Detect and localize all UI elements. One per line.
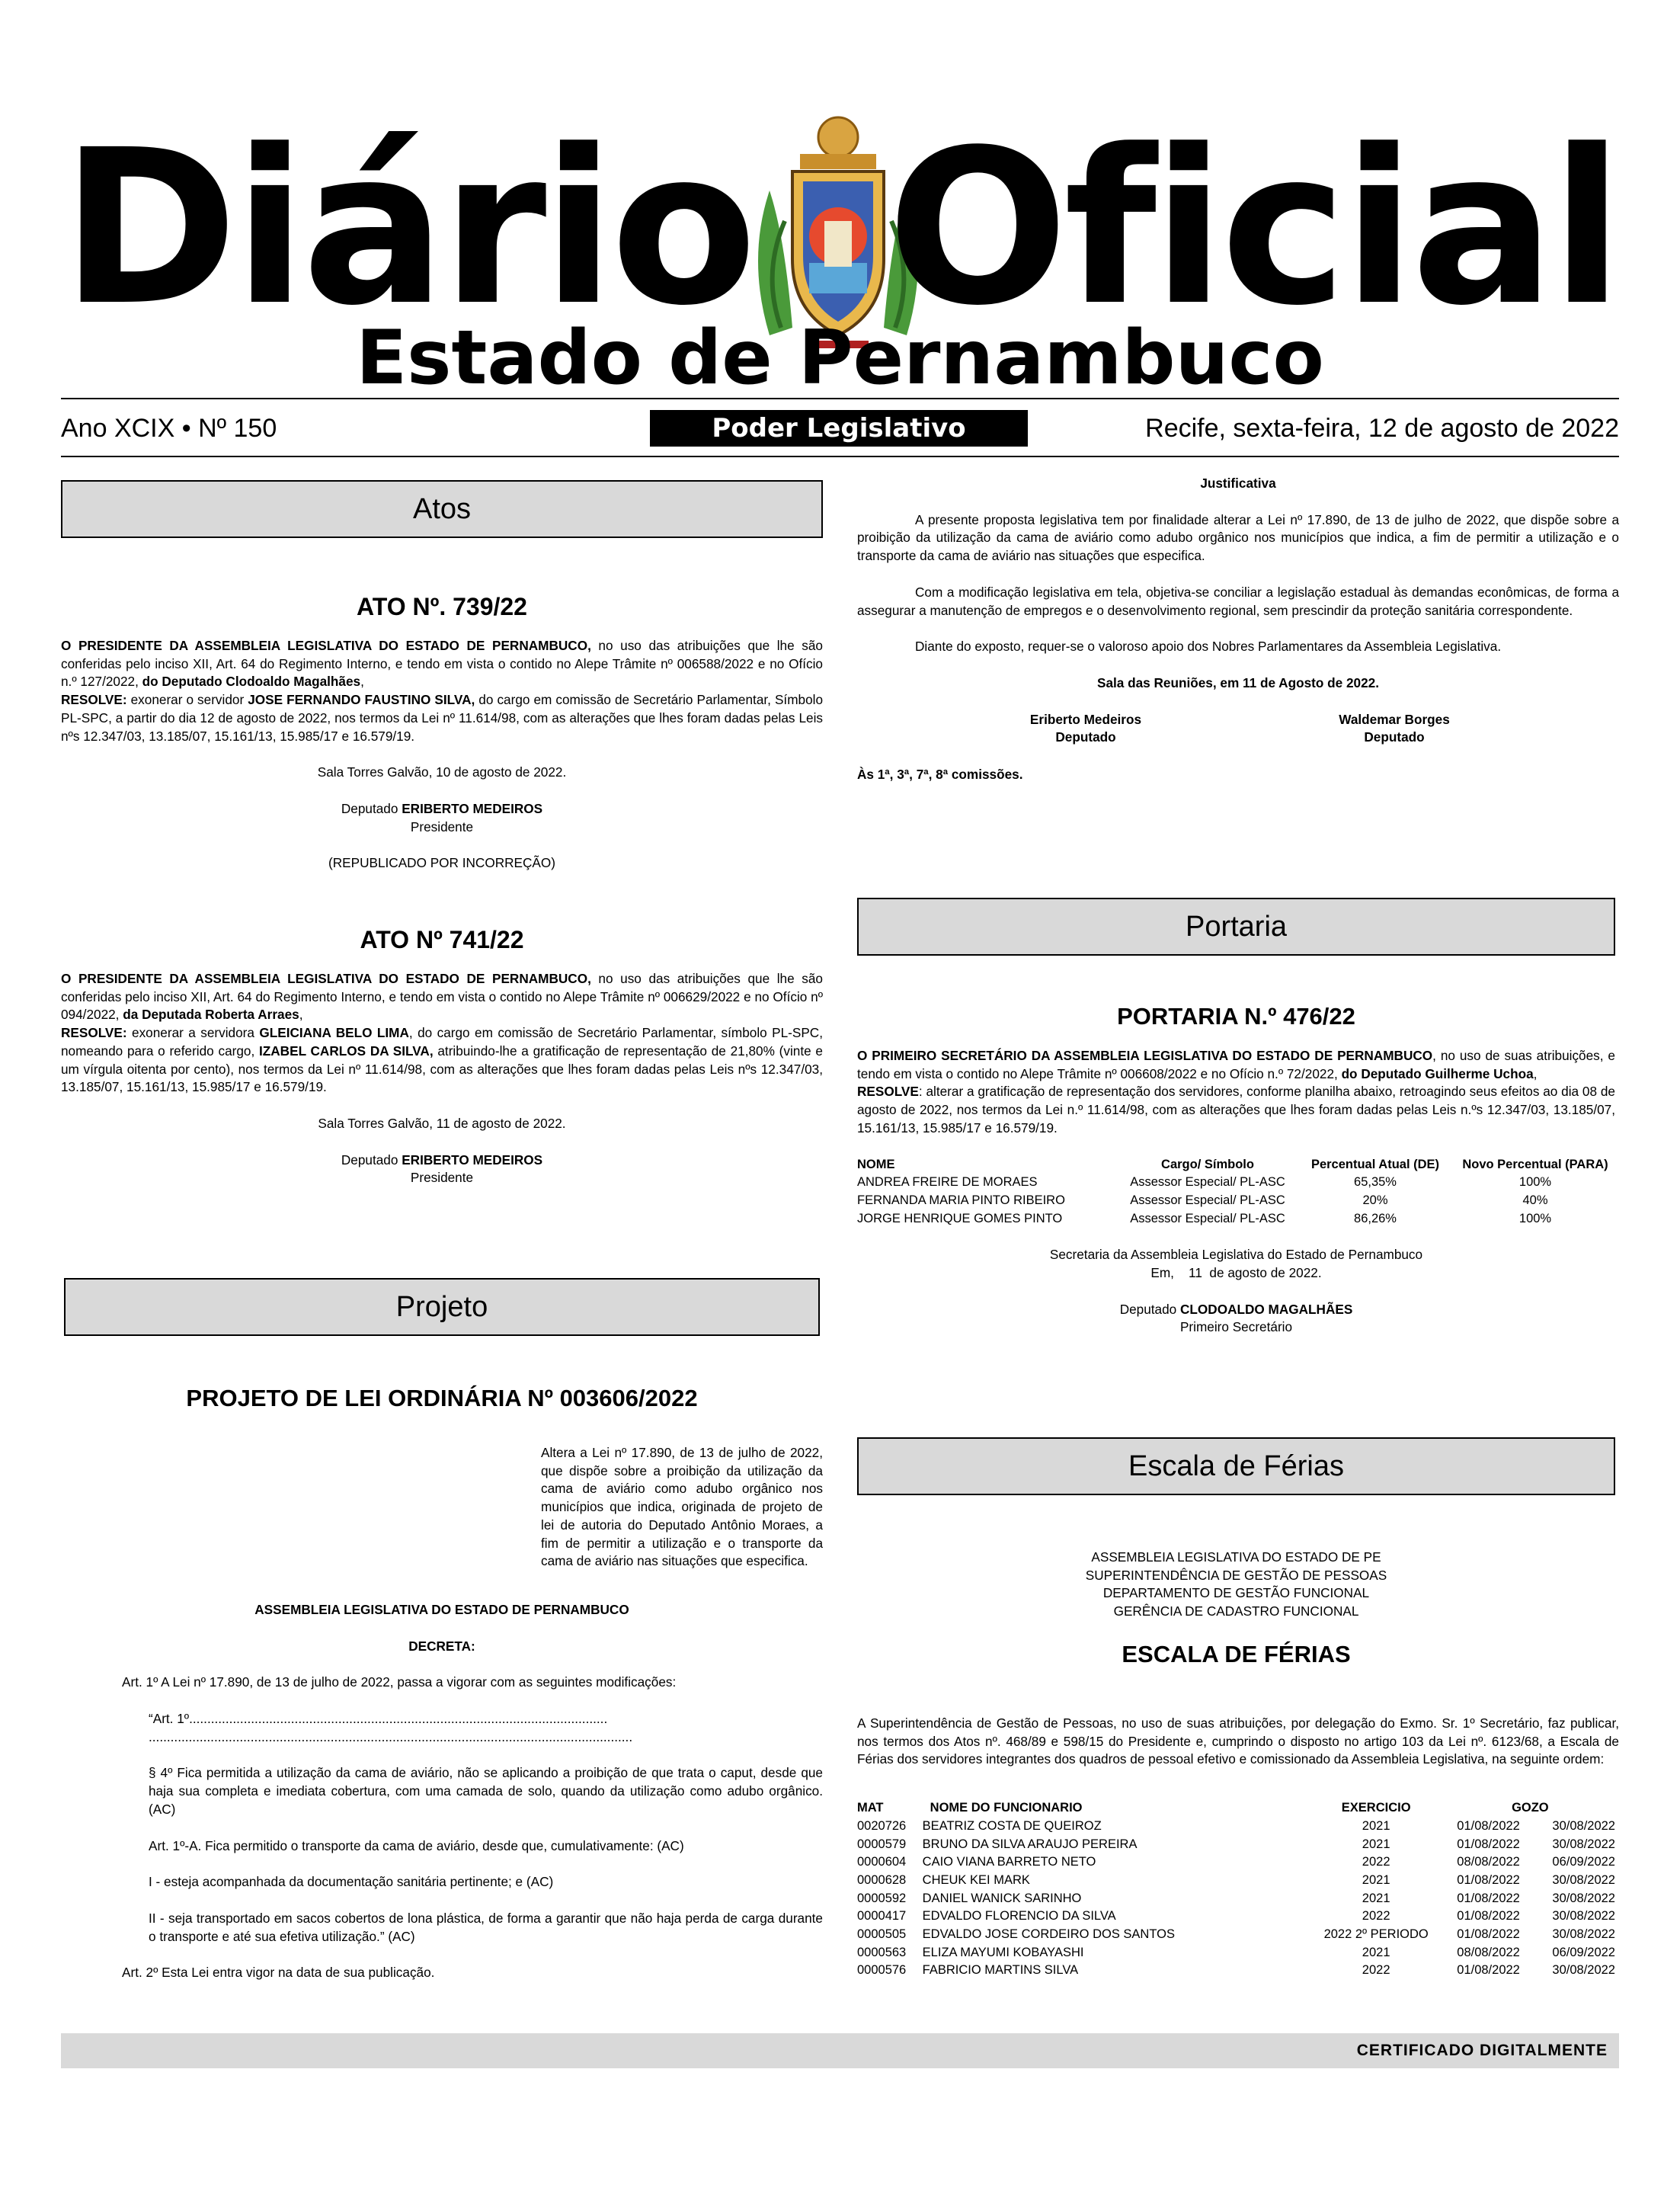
ato-739-note: (REPUBLICADO POR INCORREÇÃO) — [328, 855, 555, 871]
ferias-org-line-3: DEPARTAMENTO DE GESTÃO FUNCIONAL — [1102, 1585, 1370, 1601]
projeto-art2: Art. 2º Esta Lei entra vigor na data de sua publicação. — [122, 1965, 435, 1981]
cell-gozo-start: 01/08/2022 — [1457, 1909, 1520, 1924]
cell-name: EDVALDO JOSE CORDEIRO DOS SANTOS — [922, 1927, 1175, 1942]
cell-name: DANIEL WANICK SARINHO — [922, 1891, 1082, 1905]
cell-cargo: Assessor Especial/ PL-ASC — [1130, 1193, 1285, 1207]
cell-gozo-start: 01/08/2022 — [1457, 1818, 1520, 1833]
cell-exercicio: 2021 — [1362, 1872, 1390, 1887]
cell-cargo: Assessor Especial/ PL-ASC — [1130, 1211, 1285, 1225]
projeto-assembly: ASSEMBLEIA LEGISLATIVA DO ESTADO DE PERNAMBUCO — [254, 1601, 629, 1617]
portaria-table — [857, 1156, 1619, 1228]
cell-gozo-start: 01/08/2022 — [1457, 1927, 1520, 1942]
cell-gozo-start: 01/08/2022 — [1457, 1872, 1520, 1887]
projeto-ementa: Altera a Lei nº 17.890, de 13 de julho de 2022, que dispõe sobre a proibição da utilização da cama de aviário como adubo orgânico nos municípios que indica, originada de projeto de lei de autoria do Deputado Antônio Moraes, a fim de permitir a utilização e o transporte da cama de aviário nas situações que especifica. — [541, 1445, 823, 1569]
section-header-projeto: Projeto — [64, 1278, 820, 1336]
signature-block-2 — [1280, 711, 1509, 747]
ferias-section — [857, 1437, 1615, 1700]
justificativa-title: Justificativa — [1200, 476, 1276, 491]
ferias-body — [857, 1715, 1619, 1980]
ato-741-signature: Deputado ERIBERTO MEDEIROS — [341, 1152, 543, 1168]
signer-2-role: Deputado — [1364, 729, 1425, 745]
cell-gozo-start: 08/08/2022 — [1457, 1855, 1520, 1869]
cell-gozo-end: 06/09/2022 — [1552, 1945, 1615, 1959]
portaria-signer-role: Primeiro Secretário — [1179, 1319, 1293, 1335]
ferias-org-line-1: ASSEMBLEIA LEGISLATIVA DO ESTADO DE PE — [1091, 1549, 1381, 1565]
cell-name: BEATRIZ COSTA DE QUEIROZ — [922, 1818, 1102, 1833]
cell-mat: 0000628 — [857, 1872, 907, 1887]
table-row — [857, 1174, 1619, 1192]
projeto-title: PROJETO DE LEI ORDINÁRIA Nº 003606/2022 — [186, 1385, 698, 1411]
cell-mat: 0000417 — [857, 1909, 907, 1924]
cell-exercicio: 2022 — [1362, 1909, 1390, 1924]
cell-mat: 0020726 — [857, 1818, 907, 1833]
ato-739-preamble: O PRESIDENTE DA ASSEMBLEIA LEGISLATIVA DO ESTADO DE PERNAMBUCO, no uso das atribuições que lhe são conferidas pelo inciso XII, Art. 64 do Regimento Interno, e tendo em vista o contido no Alepe Trâmite nº 006588/2022 e no Ofício n.º 127/2022, do Deputado Clodoaldo Magalhães, — [61, 638, 823, 690]
table-row — [857, 1926, 1615, 1944]
projeto-quote-art1: “Art. 1º................................................................................................................... — [149, 1711, 608, 1727]
col-header-gozo: GOZO — [1512, 1801, 1549, 1815]
publication-date: Recife, sexta-feira, 12 de agosto de 2022 — [1145, 414, 1619, 443]
ferias-org-line-4: GERÊNCIA DE CADASTRO FUNCIONAL — [1113, 1603, 1359, 1619]
table-row — [857, 1908, 1615, 1926]
cell-gozo-end: 30/08/2022 — [1552, 1891, 1615, 1905]
cell-gozo-start: 01/08/2022 — [1457, 1837, 1520, 1851]
justificativa-commissions: Às 1ª, 3ª, 7ª, 8ª comissões. — [857, 766, 1023, 782]
justificativa-signatures — [857, 711, 1619, 748]
cell-name: CAIO VIANA BARRETO NETO — [922, 1855, 1096, 1869]
projeto-art1a: Art. 1º-A. Fica permitido o transporte da cama de aviário, desde que, cumulativamente: (AC) — [149, 1837, 684, 1853]
cell-gozo-end: 30/08/2022 — [1552, 1927, 1615, 1942]
projeto-decreta: DECRETA: — [408, 1638, 475, 1654]
col-header-exercicio: EXERCICIO — [1341, 1801, 1411, 1815]
digital-certification: CERTIFICADO DIGITALMENTE — [1356, 2042, 1608, 2059]
portaria-title: PORTARIA N.º 476/22 — [1117, 1003, 1355, 1030]
cell-gozo-start: 01/08/2022 — [1457, 1963, 1520, 1978]
portaria-signature: Deputado CLODOALDO MAGALHÃES — [1119, 1301, 1353, 1317]
projeto-paragraph-4: § 4º Fica permitida a utilização da cama de aviário, não se aplicando a proibição de que trata o caput, desde que haja sua completa e imediata cobertura, com uma camada de solo, quando da utilização como adubo orgânico. (AC) — [149, 1765, 823, 1817]
cell-name: JORGE HENRIQUE GOMES PINTO — [857, 1211, 1063, 1225]
table-row — [857, 1836, 1615, 1854]
cell-atual: 65,35% — [1354, 1175, 1397, 1190]
ferias-title: ESCALA DE FÉRIAS — [1122, 1640, 1351, 1667]
cell-mat: 0000604 — [857, 1855, 907, 1869]
cell-name: FABRICIO MARTINS SILVA — [922, 1963, 1079, 1978]
table-row — [857, 1962, 1615, 1980]
cell-exercicio: 2021 — [1362, 1945, 1390, 1959]
col-header-cargo: Cargo/ Símbolo — [1161, 1157, 1254, 1171]
table-row — [857, 1872, 1615, 1890]
cell-gozo-end: 30/08/2022 — [1552, 1963, 1615, 1978]
projeto-quote-dots: ..................................................................................................................................... — [149, 1728, 633, 1744]
col-header-name: NOME DO FUNCIONARIO — [930, 1801, 1083, 1815]
projeto-inciso-2: II - seja transportado em sacos cobertos de lona plástica, de forma a garantir que não haja perda de carga durante o transporte e até sua efetiva utilização.” (AC) — [149, 1910, 823, 1944]
section-header-atos: Atos — [61, 480, 823, 538]
ferias-table — [857, 1799, 1615, 1980]
power-badge: Poder Legislativo — [650, 410, 1028, 447]
ato-739-signer-role: Presidente — [410, 818, 474, 834]
portaria-section — [857, 898, 1615, 1337]
cell-name: ELIZA MAYUMI KOBAYASHI — [922, 1945, 1084, 1959]
signature-block-1 — [971, 711, 1200, 747]
justificativa-section — [857, 475, 1619, 783]
portaria-date: Em, 11 de agosto de 2022. — [1150, 1265, 1322, 1281]
ato-739-signature: Deputado ERIBERTO MEDEIROS — [341, 800, 543, 816]
footer-bar — [61, 2033, 1619, 2068]
justificativa-place: Sala das Reuniões, em 11 de Agosto de 2022. — [1096, 674, 1379, 690]
cell-name: FERNANDA MARIA PINTO RIBEIRO — [857, 1193, 1065, 1207]
ato-739-resolve: RESOLVE: exonerar o servidor JOSE FERNANDO FAUSTINO SILVA, do cargo em comissão de Secretário Parlamentar, Símbolo PL-SPC, a partir do dia 12 de agosto de 2022, nos termos da Lei nº 11.614/98, com as alterações que lhes foram dadas pelas Leis nºs 12.347/03, 13.185/07, 15.161/13, 15.985/17 e 16.579/19. — [61, 692, 824, 744]
cell-cargo: Assessor Especial/ PL-ASC — [1130, 1175, 1285, 1190]
cell-gozo-end: 06/09/2022 — [1552, 1855, 1615, 1869]
cell-mat: 0000563 — [857, 1945, 907, 1959]
masthead-subtitle: Estado de Pernambuco — [356, 315, 1324, 402]
ato-741-preamble: O PRESIDENTE DA ASSEMBLEIA LEGISLATIVA DO ESTADO DE PERNAMBUCO, no uso das atribuições que lhe são conferidas pelo inciso XII, Art. 64 do Regimento Interno, e tendo em vista o contido no Alepe Trâmite nº 006629/2022 e no Ofício nº 094/2022, da Deputada Roberta Arraes, — [61, 971, 823, 1023]
cell-gozo-start: 01/08/2022 — [1457, 1891, 1520, 1905]
cell-mat: 0000592 — [857, 1891, 907, 1905]
masthead-title-left: Diário — [61, 104, 753, 353]
ato-741-title: ATO Nº 741/22 — [360, 926, 524, 954]
portaria-preamble: O PRIMEIRO SECRETÁRIO DA ASSEMBLEIA LEGISLATIVA DO ESTADO DE PERNAMBUCO, no uso de suas atribuições, e tendo em vista o contido no Alepe Trâmite nº 006608/2022 e no Ofício n.º 72/2022, do Deputado Guilherme Uchoa, — [857, 1048, 1615, 1081]
cell-novo: 100% — [1518, 1211, 1552, 1225]
cell-mat: 0000505 — [857, 1927, 907, 1942]
cell-exercicio: 2022 — [1362, 1963, 1390, 1978]
cell-exercicio: 2021 — [1362, 1818, 1390, 1833]
ato-741-place: Sala Torres Galvão, 11 de agosto de 2022. — [318, 1115, 566, 1131]
table-row — [857, 1210, 1619, 1228]
masthead-top-rule — [61, 398, 1619, 399]
col-header-atual: Percentual Atual (DE) — [1310, 1157, 1440, 1171]
cell-name: ANDREA FREIRE DE MORAES — [857, 1175, 1038, 1190]
signer-2-name: Waldemar Borges — [1339, 711, 1450, 727]
cell-name: BRUNO DA SILVA ARAUJO PEREIRA — [922, 1837, 1138, 1851]
col-header-name: NOME — [857, 1157, 895, 1171]
table-row — [857, 1853, 1615, 1872]
signer-1-role: Deputado — [1055, 729, 1116, 745]
cell-novo: 100% — [1518, 1175, 1552, 1190]
col-header-mat: MAT — [857, 1801, 884, 1815]
cell-gozo-start: 08/08/2022 — [1457, 1945, 1520, 1959]
ato-739-place: Sala Torres Galvão, 10 de agosto de 2022. — [317, 764, 567, 780]
ato-739-title: ATO Nº. 739/22 — [357, 593, 527, 620]
projeto-section — [64, 1278, 820, 1336]
table-row — [857, 1192, 1619, 1210]
cell-gozo-end: 30/08/2022 — [1552, 1909, 1615, 1924]
ferias-intro: A Superintendência de Gestão de Pessoas, no uso de suas atribuições, por delegação do Exmo. Sr. 1º Secretário, faz publicar, nos termos dos Atos nº. 468/89 e 598/15 do Presidente e, cumprindo o disposto no artigo 103 da Lei nº. 6123/68, a Escala de Férias dos servidores integrantes dos quadros de pessoal efetivo e comissionado da Assembleia Legislativa, na seguinte ordem: — [857, 1715, 1619, 1767]
cell-gozo-end: 30/08/2022 — [1552, 1837, 1615, 1851]
signer-1-name: Eriberto Medeiros — [1029, 711, 1142, 727]
col-header-novo: Novo Percentual (PARA) — [1462, 1157, 1608, 1171]
table-header-row — [857, 1156, 1619, 1174]
cell-exercicio: 2021 — [1362, 1891, 1390, 1905]
ato-741-resolve: RESOLVE: exonerar a servidora GLEICIANA BELO LIMA, do cargo em comissão de Secretário Parlamentar, símbolo PL-SPC, nomeando para o referido cargo, IZABEL CARLOS DA SILVA, atribuindo-lhe a gratificação de representação de 21,80% (vinte e um vírgula oitenta por cento), nos termos da Lei nº 11.614/98, com as alterações que lhes foram dadas pelas Leis nºs 12.347/03, 13.185/07, 15.161/13, 15.985/17 e 16.579/19. — [61, 1025, 823, 1095]
table-header-row — [857, 1799, 1615, 1818]
cell-atual: 20% — [1362, 1193, 1388, 1207]
justificativa-paragraph-3: Diante do exposto, requer-se o valoroso apoio dos Nobres Parlamentares da Assembleia Legislativa. — [915, 639, 1502, 655]
ferias-org-line-2: SUPERINTENDÊNCIA DE GESTÃO DE PESSOAS — [1085, 1567, 1387, 1583]
table-row — [857, 1890, 1615, 1908]
projeto-inciso-1: I - esteja acompanhada da documentação sanitária pertinente; e (AC) — [149, 1874, 554, 1890]
edition-number: Ano XCIX • Nº 150 — [61, 414, 277, 443]
ato-741-signer-role: Presidente — [410, 1170, 474, 1186]
projeto-body — [61, 1383, 823, 1982]
section-header-portaria: Portaria — [857, 898, 1615, 956]
left-column — [61, 480, 823, 1187]
portaria-secretariat: Secretaria da Assembleia Legislativa do Estado de Pernambuco — [1049, 1247, 1423, 1263]
cell-novo: 40% — [1522, 1193, 1548, 1207]
cell-exercicio: 2022 2º PERIODO — [1323, 1927, 1429, 1942]
table-row — [857, 1944, 1615, 1962]
cell-exercicio: 2022 — [1362, 1855, 1390, 1869]
table-row — [857, 1818, 1615, 1836]
masthead-bottom-rule — [61, 456, 1619, 457]
cell-name: CHEUK KEI MARK — [922, 1872, 1030, 1887]
cell-gozo-end: 30/08/2022 — [1552, 1818, 1615, 1833]
cell-atual: 86,26% — [1354, 1211, 1397, 1225]
justificativa-paragraph-2: Com a modificação legislativa em tela, objetiva-se conciliar a legislação estadual às demandas econômicas, de forma a assegurar a manutenção de empregos e o desenvolvimento regional, sem prescindir da proteção sanitária correspondente. — [857, 584, 1619, 618]
masthead-title-right: Oficial — [887, 104, 1619, 353]
portaria-resolve: RESOLVE: alterar a gratificação de representação dos servidores, conforme planilha abaixo, retroagindo seus efeitos ao dia 08 de agosto de 2022, nos termos da Lei n.º 11.614/98, com as alterações que lhes foram dadas pelas Leis n.ºs 12.347/03, 13.185/07, 15.161/13, 15.985/17 e 16.579/19. — [857, 1084, 1615, 1136]
cell-mat: 0000576 — [857, 1963, 907, 1978]
cell-exercicio: 2021 — [1362, 1837, 1390, 1851]
cell-gozo-end: 30/08/2022 — [1552, 1872, 1615, 1887]
justificativa-paragraph-1: A presente proposta legislativa tem por finalidade alterar a Lei nº 17.890, de 13 de julho de 2022, que dispõe sobre a proibição da utilização da cama de aviário como adubo orgânico nos municípios que indica, a fim de permitir a utilização e o transporte da cama de aviário nas situações que especifica. — [857, 511, 1619, 564]
cell-name: EDVALDO FLORENCIO DA SILVA — [922, 1909, 1116, 1924]
masthead-title — [61, 104, 1619, 353]
projeto-art1: Art. 1º A Lei nº 17.890, de 13 de julho de 2022, passa a vigorar com as seguintes modificações: — [122, 1674, 677, 1690]
cell-mat: 0000579 — [857, 1837, 907, 1851]
section-header-ferias: Escala de Férias — [857, 1437, 1615, 1495]
